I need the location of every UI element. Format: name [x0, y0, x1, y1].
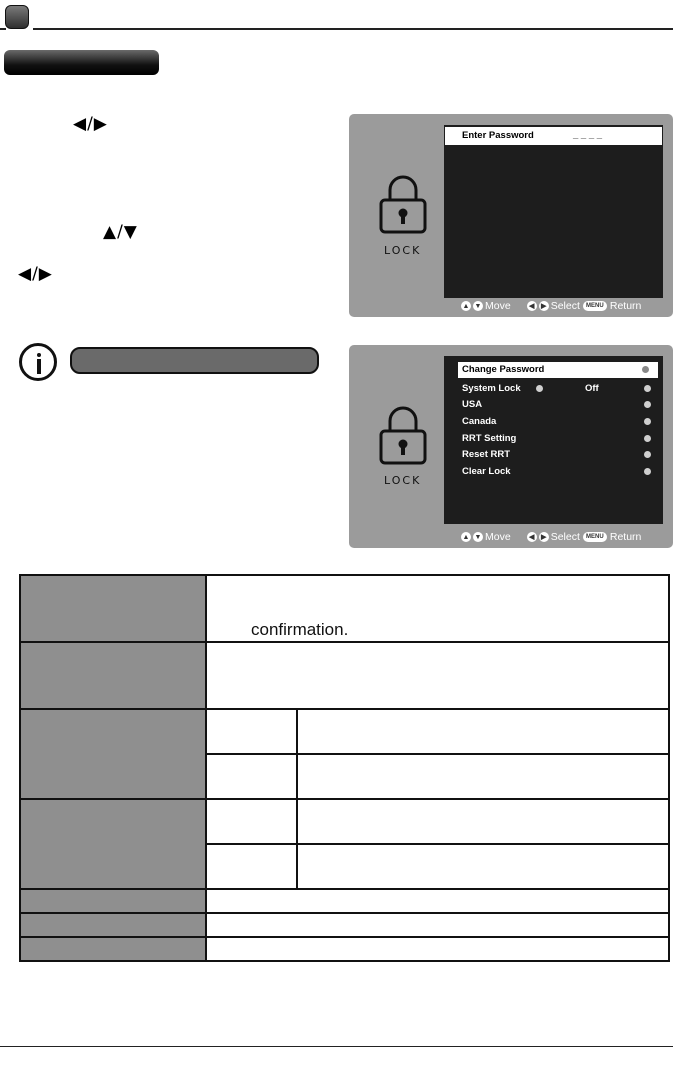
menu-screen [444, 125, 663, 298]
table-row-label-cell [21, 643, 205, 708]
up-icon: ▲ [462, 302, 470, 310]
move-hint: Move [485, 531, 511, 543]
lock-label: LOCK [384, 474, 422, 487]
right-icon: ▶ [539, 301, 549, 311]
menu-key-icon: MENU [583, 532, 607, 542]
table-divider [207, 843, 668, 845]
right-icon: ▶ [539, 532, 549, 542]
table-divider [207, 753, 668, 755]
lock-options-table [19, 574, 670, 962]
menu-item-rrt-setting[interactable] [462, 431, 658, 447]
menu-footer [461, 300, 641, 312]
lock-label: LOCK [384, 244, 422, 257]
table-divider [21, 708, 668, 710]
chevron-left-icon [536, 385, 543, 392]
menu-item-label: System Lock [462, 383, 521, 394]
table-divider [21, 912, 668, 914]
chevron-right-icon [644, 451, 651, 458]
header-rule-left [0, 28, 6, 30]
table-row-label-cell [21, 576, 205, 641]
header-rule [33, 28, 673, 30]
menu-item-label: Canada [462, 416, 497, 427]
left-right-arrows-icon: ◀/▶ [73, 114, 108, 134]
tv-screen-panel-password [349, 114, 673, 317]
footer-rule [0, 1046, 673, 1047]
table-row-label-cell [21, 890, 205, 912]
menu-item-system-lock[interactable] [462, 381, 658, 397]
menu-item-label: USA [462, 399, 483, 410]
menu-item-clear-lock[interactable] [462, 464, 658, 480]
chevron-right-icon [644, 401, 651, 408]
return-hint: Return [609, 531, 642, 543]
table-row-label-cell [21, 800, 205, 888]
chevron-right-icon [642, 366, 649, 373]
table-divider [21, 936, 668, 938]
menu-item-change-password[interactable] [458, 362, 658, 378]
chevron-right-icon [644, 418, 651, 425]
menu-item-enter-password[interactable] [445, 127, 662, 145]
table-cell-text: confirmation. [251, 620, 349, 639]
menu-item-label: Change Password [462, 364, 545, 375]
select-hint: Select [550, 531, 580, 543]
left-icon: ◀ [527, 301, 537, 311]
menu-item-label: Enter Password [462, 130, 534, 141]
menu-item-label: Clear Lock [462, 466, 511, 477]
menu-item-label: RRT Setting [462, 433, 517, 444]
padlock-icon [377, 405, 429, 465]
up-down-arrows-icon: ▲/▼ [103, 222, 138, 242]
menu-screen [444, 356, 663, 524]
return-hint: Return [609, 300, 642, 312]
down-icon: ▼ [474, 533, 482, 541]
table-divider [205, 576, 207, 960]
table-row-label-cell [21, 914, 205, 936]
menu-item-canada[interactable] [462, 414, 658, 430]
chevron-right-icon [644, 435, 651, 442]
table-divider [21, 641, 668, 643]
section-icon [5, 5, 29, 29]
padlock-icon [377, 174, 429, 234]
left-right-arrows-icon-2: ◀/▶ [18, 264, 53, 284]
menu-footer [461, 531, 641, 543]
move-hint: Move [485, 300, 511, 312]
menu-key-icon: MENU [583, 301, 607, 311]
note-title-bar [70, 347, 319, 374]
section-title-pill [4, 50, 159, 75]
chevron-right-icon [644, 468, 651, 475]
table-divider [21, 798, 668, 800]
tv-screen-panel-lock-menu [349, 345, 673, 548]
up-icon: ▲ [462, 533, 470, 541]
system-lock-value: Off [585, 383, 599, 394]
menu-item-usa[interactable] [462, 397, 658, 413]
table-divider [21, 888, 668, 890]
menu-item-label: Reset RRT [462, 449, 511, 460]
password-field[interactable]: _ _ _ _ [573, 130, 603, 141]
info-icon [19, 343, 57, 381]
table-row-label-cell [21, 938, 205, 960]
table-row-label-cell [21, 710, 205, 798]
left-icon: ◀ [527, 532, 537, 542]
chevron-right-icon [644, 385, 651, 392]
down-icon: ▼ [474, 302, 482, 310]
menu-item-reset-rrt[interactable] [462, 447, 658, 463]
select-hint: Select [550, 300, 580, 312]
